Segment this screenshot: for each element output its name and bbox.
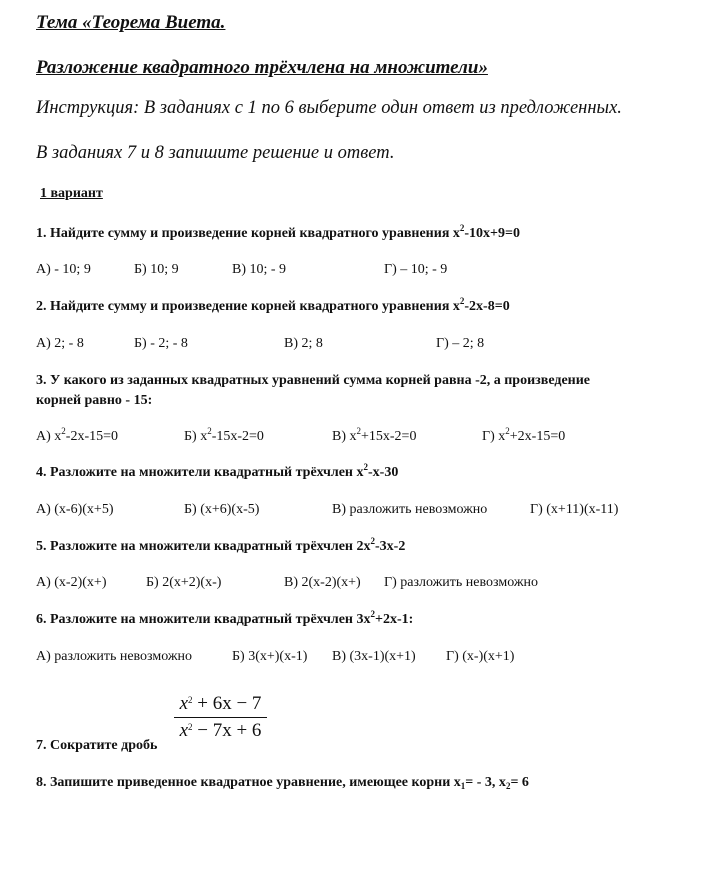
q2-option-b[interactable]: Б) - 2; - 8 <box>134 336 188 351</box>
q1-option-a[interactable]: А) - 10; 9 <box>36 262 91 277</box>
question-3-line-2: корней равно - 15: <box>36 393 153 408</box>
question-1: 1. Найдите сумму и произведение корней квадратного уравнения $x^2-10x+9=0$ <box>36 223 521 241</box>
topic-title: Тема «Теорема Виета. <box>36 12 226 33</box>
q4-option-c[interactable]: В) разложить невозможно <box>332 502 488 517</box>
q3-option-a[interactable]: А) $x^2-2x-15=0$ <box>36 426 119 444</box>
question-8: 8. Запишите приведенное квадратное уравнение, имеющее корни $x_1= - 3$, $x_2= 6$ <box>36 775 529 791</box>
question-5: 5. Разложите на множители квадратный трёхчлен $2x^2-3x-2$ <box>36 536 406 554</box>
q3-option-d[interactable]: Г) $x^2+2x-15=0$ <box>482 426 566 444</box>
q3-option-b[interactable]: Б) $x^2-15x-2=0$ <box>184 426 264 444</box>
q6-option-c[interactable]: В) (3x-1)(x+1) <box>332 649 416 664</box>
question-3-line-1: 3. У какого из заданных квадратных уравнений сумма корней равна -2, а произведение <box>36 373 591 388</box>
q1-option-d[interactable]: Г) – 10; - 9 <box>384 262 448 277</box>
q3-option-c[interactable]: В) $x^2+15x-2=0$ <box>332 426 417 444</box>
question-2: 2. Найдите сумму и произведение корней квадратного уравнения $x^2-2x-8=0$ <box>36 296 510 314</box>
fraction-denominator: $x^2 - 7x + 6$ <box>179 720 262 741</box>
question-7: 7. Сократите дробь <box>36 738 158 753</box>
q4-option-b[interactable]: Б) (x+6)(x-5) <box>184 502 260 517</box>
q2-option-d[interactable]: Г) – 2; 8 <box>436 336 485 351</box>
q5-option-a[interactable]: А) (x-2)(x+) <box>36 575 107 590</box>
q5-option-b[interactable]: Б) 2(x+2)(x-) <box>146 575 222 590</box>
q6-option-b[interactable]: Б) 3(x+)(x-1) <box>232 649 308 664</box>
q1-option-c[interactable]: В) 10; - 9 <box>232 262 287 277</box>
question-6: 6. Разложите на множители квадратный трёхчлен $3x^2+2x-1$: <box>36 609 414 627</box>
q1-option-b[interactable]: Б) 10; 9 <box>134 262 179 277</box>
q5-option-d[interactable]: Г) разложить невозможно <box>384 575 539 590</box>
fraction-expression <box>168 692 273 743</box>
q2-option-c[interactable]: В) 2; 8 <box>284 336 323 351</box>
topic-subtitle: Разложение квадратного трёхчлена на множители» <box>36 57 488 78</box>
q2-option-a[interactable]: А) 2; - 8 <box>36 336 84 351</box>
q6-option-d[interactable]: Г) (x-)(x+1) <box>446 649 515 664</box>
fraction-numerator: $x^2 + 6x - 7$ <box>179 693 262 714</box>
q6-option-a[interactable]: А) разложить невозможно <box>36 649 193 664</box>
variant-label: 1 вариант <box>40 186 103 201</box>
q4-option-d[interactable]: Г) (x+11)(x-11) <box>530 502 619 517</box>
q5-option-c[interactable]: В) 2(x-2)(x+) <box>284 575 361 590</box>
fraction-bar <box>174 717 267 718</box>
instruction-line-1: Инструкция: В заданиях с 1 по 6 выберите один ответ из предложенных. <box>36 98 622 118</box>
q4-option-a[interactable]: А) (x-6)(x+5) <box>36 502 114 517</box>
question-4: 4. Разложите на множители квадратный трёхчлен $x^2-x-30$ <box>36 462 399 480</box>
instruction-line-2: В заданиях 7 и 8 запишите решение и ответ. <box>36 143 395 163</box>
